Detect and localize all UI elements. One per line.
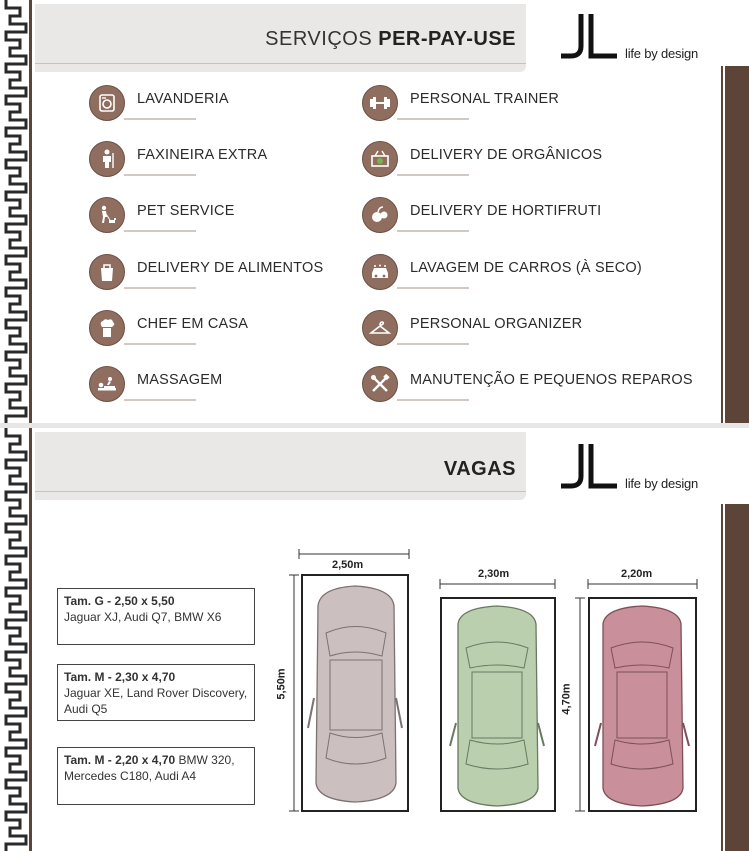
service-label: DELIVERY DE ALIMENTOS — [137, 260, 324, 276]
spec-heading: Tam. G - 2,50 x 5,50 — [64, 594, 175, 608]
services-slide — [0, 0, 749, 423]
spec-models: Jaguar XE, Land Rover Discovery, Audi Q5 — [64, 686, 248, 716]
car-pink — [595, 606, 689, 806]
dim-m1-length: 4,70m — [560, 683, 573, 715]
service-label: DELIVERY DE HORTIFRUTI — [410, 203, 602, 219]
car-gray — [308, 586, 402, 802]
service-label: MANUTENÇÃO E PEQUENOS REPAROS — [410, 372, 693, 388]
car-green — [450, 606, 544, 806]
page-title: VAGAS — [443, 458, 516, 480]
label-underlines — [0, 0, 749, 423]
dim-m1-width: 2,30m — [478, 568, 510, 580]
service-label: DELIVERY DE ORGÂNICOS — [410, 147, 603, 163]
brand-tagline: life by design — [625, 476, 699, 491]
service-label: FAXINEIRA EXTRA — [137, 147, 268, 163]
dim-g-length: 5,50m — [275, 668, 288, 700]
dim-g-width: 2,50m — [332, 559, 364, 571]
service-label: LAVAGEM DE CARROS (À SECO) — [410, 260, 642, 276]
dim-m2-width: 2,20m — [621, 568, 653, 580]
spec-heading: Tam. M - 2,30 x 4,70 — [64, 670, 176, 684]
brand-tagline: life by design — [625, 46, 699, 61]
parking-diagram — [0, 428, 749, 851]
page-title: SERVIÇOS PER-PAY-USE — [265, 28, 516, 50]
parking-slide — [0, 428, 749, 851]
spec-heading: Tam. M - 2,20 x 4,70 — [64, 753, 176, 767]
service-label: LAVANDERIA — [137, 91, 229, 107]
service-label: PERSONAL ORGANIZER — [410, 316, 583, 332]
spec-models: BMW 320, Mercedes C180, Audi A4 — [64, 753, 235, 783]
spec-models: Jaguar XJ, Audi Q7, BMW X6 — [64, 610, 222, 624]
service-label: MASSAGEM — [137, 372, 223, 388]
service-label: PET SERVICE — [137, 203, 235, 219]
service-label: CHEF EM CASA — [137, 316, 249, 332]
service-label: PERSONAL TRAINER — [410, 91, 560, 107]
